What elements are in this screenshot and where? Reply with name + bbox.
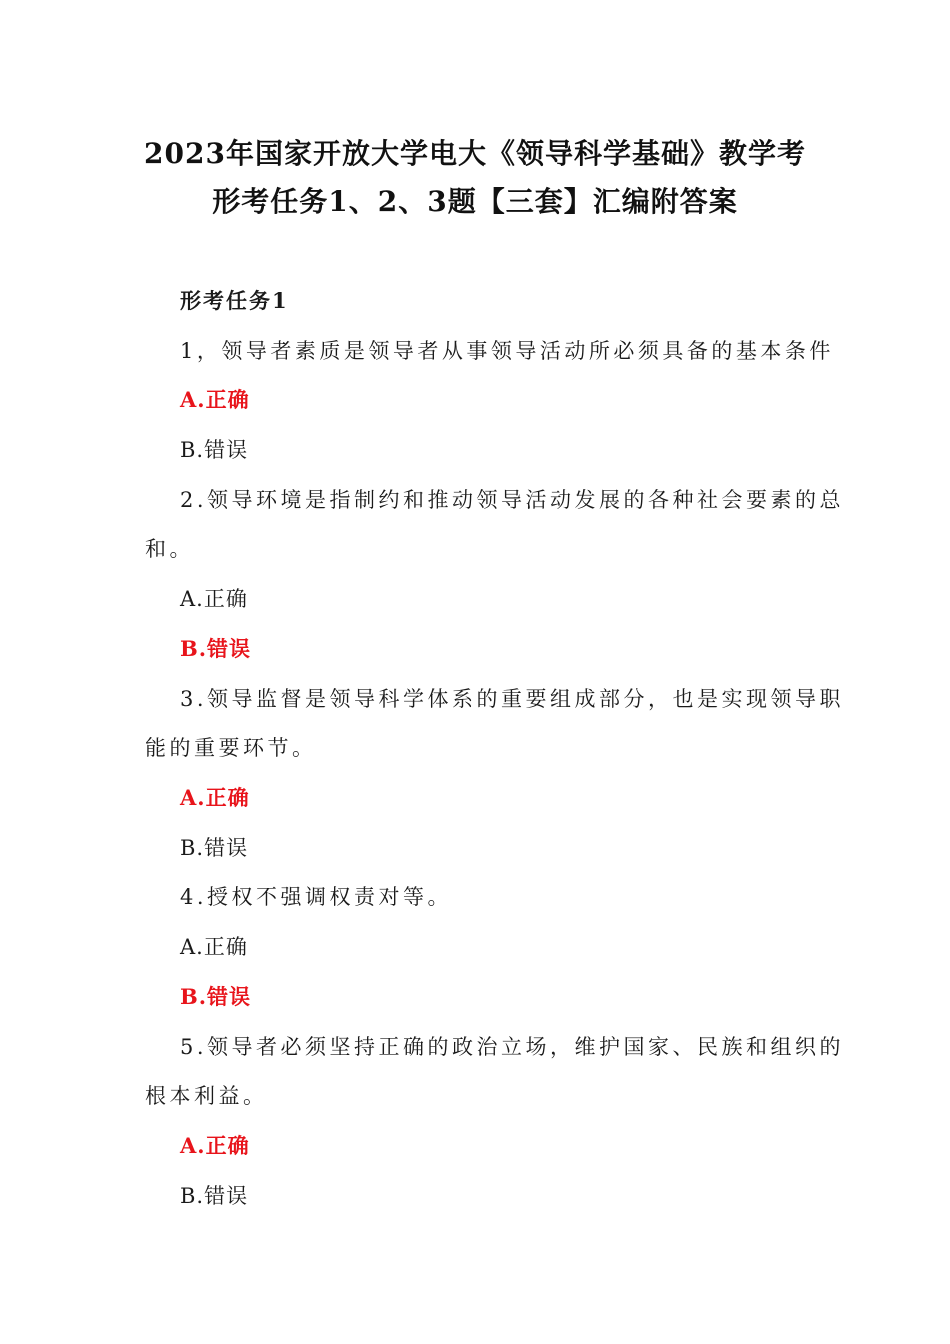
question-1-text: 1，领导者素质是领导者从事领导活动所必须具备的基本条件 <box>180 339 834 363</box>
question-4-option-a: A.正确 <box>180 935 248 959</box>
question-4-text: 4.授权不强调权责对等。 <box>180 885 453 909</box>
document-title-line-2: 形考任务1、2、3题【三套】汇编附答案 <box>212 185 738 218</box>
question-2-option-b-correct: B.错误 <box>180 636 252 661</box>
question-5-option-b: B.错误 <box>180 1184 249 1208</box>
question-3-option-b: B.错误 <box>180 836 249 860</box>
question-1-option-a-correct: A.正确 <box>180 387 250 412</box>
question-3-text: 3.领导监督是领导科学体系的重要组成部分，也是实现领导职 <box>180 687 845 711</box>
question-3-option-a-correct: A.正确 <box>180 785 250 810</box>
question-5-option-a-correct: A.正确 <box>180 1133 250 1158</box>
question-4-option-b-correct: B.错误 <box>180 984 252 1009</box>
question-2-option-a: A.正确 <box>180 587 248 611</box>
question-2-text: 2.领导环境是指制约和推动领导活动发展的各种社会要素的总 <box>180 488 845 512</box>
document-title-line-1: 2023年国家开放大学电大《领导科学基础》教学考 <box>144 137 806 170</box>
question-2-text-continued: 和。 <box>145 537 194 561</box>
question-5-text-continued: 根本利益。 <box>145 1084 268 1108</box>
question-5-text: 5.领导者必须坚持正确的政治立场，维护国家、民族和组织的 <box>180 1035 845 1059</box>
question-3-text-continued: 能的重要环节。 <box>145 736 317 760</box>
section-heading: 形考任务1 <box>180 288 289 313</box>
question-1-option-b: B.错误 <box>180 438 249 462</box>
